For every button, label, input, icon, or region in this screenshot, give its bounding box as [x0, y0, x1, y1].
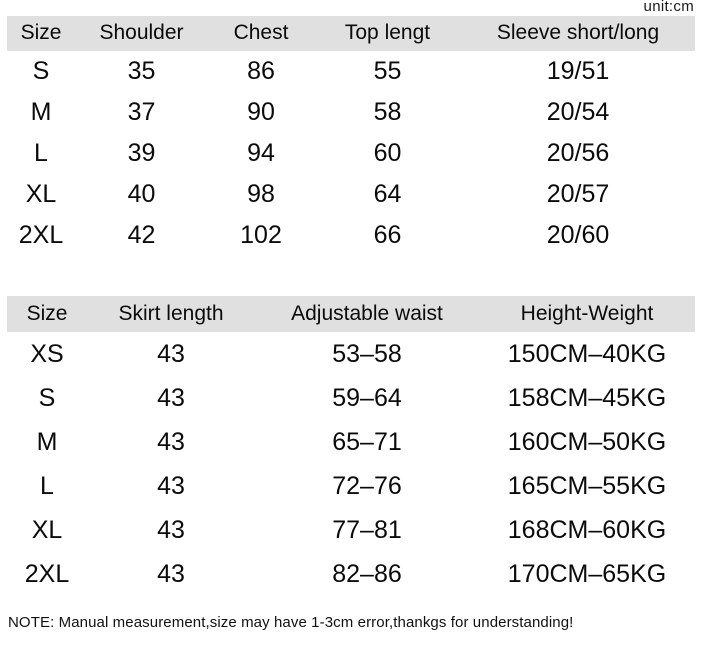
cell-height-weight: 165CM–55KG — [479, 464, 695, 508]
column-header-chest: Chest — [208, 16, 314, 51]
column-header-adjustable-waist: Adjustable waist — [255, 296, 479, 332]
table-row — [7, 420, 695, 464]
cell-size: 2XL — [7, 552, 87, 596]
table-header-row — [7, 296, 695, 332]
cell-adjustable-waist: 59–64 — [255, 376, 479, 420]
cell-chest: 102 — [208, 215, 314, 256]
table-row — [7, 376, 695, 420]
cell-adjustable-waist: 82–86 — [255, 552, 479, 596]
measurement-disclaimer: NOTE: Manual measurement,size may have 1-3cm error,thankgs for understanding! — [8, 614, 574, 631]
cell-sleeve: 20/54 — [461, 92, 695, 133]
cell-chest: 98 — [208, 174, 314, 215]
table-row — [7, 215, 695, 256]
cell-size: L — [7, 464, 87, 508]
table-row — [7, 332, 695, 376]
column-header-top-length: Top lengt — [314, 16, 461, 51]
cell-skirt-length: 43 — [87, 508, 255, 552]
cell-skirt-length: 43 — [87, 420, 255, 464]
cell-height-weight: 160CM–50KG — [479, 420, 695, 464]
column-header-sleeve: Sleeve short/long — [461, 16, 695, 51]
column-header-size: Size — [7, 16, 75, 51]
cell-skirt-length: 43 — [87, 332, 255, 376]
column-header-height-weight: Height-Weight — [479, 296, 695, 332]
cell-top-length: 66 — [314, 215, 461, 256]
cell-adjustable-waist: 72–76 — [255, 464, 479, 508]
column-header-size: Size — [7, 296, 87, 332]
cell-chest: 94 — [208, 133, 314, 174]
cell-height-weight: 150CM–40KG — [479, 332, 695, 376]
table-row — [7, 174, 695, 215]
cell-size: 2XL — [7, 215, 75, 256]
top-size-table — [7, 16, 695, 256]
table-row — [7, 552, 695, 596]
cell-adjustable-waist: 65–71 — [255, 420, 479, 464]
cell-size: M — [7, 92, 75, 133]
table-row — [7, 51, 695, 92]
unit-note: unit:cm — [643, 0, 694, 14]
cell-skirt-length: 43 — [87, 376, 255, 420]
cell-adjustable-waist: 77–81 — [255, 508, 479, 552]
skirt-size-table — [7, 296, 695, 596]
cell-height-weight: 158CM–45KG — [479, 376, 695, 420]
cell-shoulder: 42 — [75, 215, 208, 256]
cell-size: XS — [7, 332, 87, 376]
cell-size: M — [7, 420, 87, 464]
cell-sleeve: 19/51 — [461, 51, 695, 92]
cell-sleeve: 20/57 — [461, 174, 695, 215]
cell-adjustable-waist: 53–58 — [255, 332, 479, 376]
cell-size: L — [7, 133, 75, 174]
cell-chest: 90 — [208, 92, 314, 133]
cell-size: XL — [7, 508, 87, 552]
cell-height-weight: 168CM–60KG — [479, 508, 695, 552]
cell-shoulder: 40 — [75, 174, 208, 215]
cell-size: S — [7, 51, 75, 92]
table-row — [7, 133, 695, 174]
cell-sleeve: 20/56 — [461, 133, 695, 174]
cell-size: S — [7, 376, 87, 420]
cell-top-length: 55 — [314, 51, 461, 92]
table-header-row — [7, 16, 695, 51]
cell-shoulder: 35 — [75, 51, 208, 92]
cell-skirt-length: 43 — [87, 552, 255, 596]
cell-top-length: 64 — [314, 174, 461, 215]
cell-top-length: 60 — [314, 133, 461, 174]
cell-skirt-length: 43 — [87, 464, 255, 508]
cell-top-length: 58 — [314, 92, 461, 133]
cell-size: XL — [7, 174, 75, 215]
cell-shoulder: 37 — [75, 92, 208, 133]
cell-shoulder: 39 — [75, 133, 208, 174]
table-row — [7, 464, 695, 508]
cell-sleeve: 20/60 — [461, 215, 695, 256]
table-row — [7, 92, 695, 133]
cell-chest: 86 — [208, 51, 314, 92]
cell-height-weight: 170CM–65KG — [479, 552, 695, 596]
column-header-skirt-length: Skirt length — [87, 296, 255, 332]
column-header-shoulder: Shoulder — [75, 16, 208, 51]
table-row — [7, 508, 695, 552]
